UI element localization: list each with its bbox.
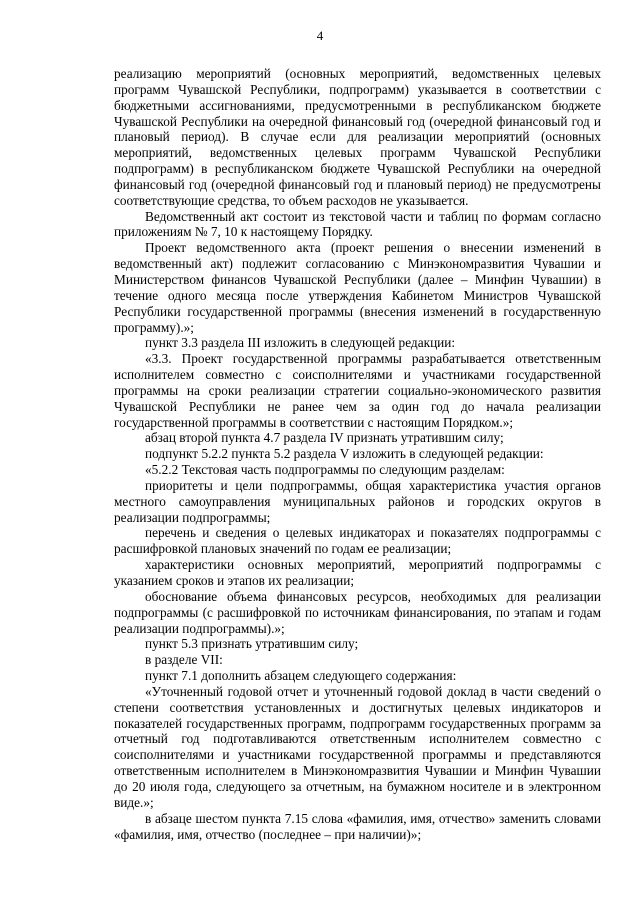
paragraph-clause-5-3: пункт 5.3 признать утратившим силу; [145, 636, 359, 652]
paragraph-indicators: перечень и сведения о целевых индикаторах и показателях подпрограммы с расшифровкой плановых значений по годам ее реализации; [114, 525, 601, 557]
paragraph-section-vii: в разделе VII: [145, 652, 223, 668]
paragraph-characteristics: характеристики основных мероприятий, мероприятий подпрограммы с указанием сроков и этапов их реализации; [114, 557, 601, 588]
paragraph-continuation: реализацию мероприятий (основных мероприятий, ведомственных целевых программ Чувашской Республики, подпрограмм) указывается в соответствии с бюджетными ассигнованиями, предусмотренными в республиканском бюджете Чувашской Республики на очередной финансовый год (очередной финансовый год и плановый период). В случае если для реализации мероприятий (основных мероприятий, ведомственных целевых программ Чувашской Республики подпрограмм) в республиканском бюджете Чувашской Республики на очередной финансовый год (очередной финансовый год и плановый период) не предусмотрены соответствующие средства, то объем расходов не указывается. [114, 66, 601, 208]
paragraph-subclause-5-2-2-text: «5.2.2 Текстовая часть подпрограммы по следующим разделам: [145, 462, 505, 478]
page-number: 4 [316, 28, 324, 43]
paragraph-priorities: приоритеты и цели подпрограммы, общая характеристика участия органов местного самоуправления муниципальных районов и городских округов в реализации подпрограммы; [114, 477, 601, 525]
paragraph-clause-3-3-intro: пункт 3.3 раздела III изложить в следующей редакции: [145, 335, 456, 351]
paragraph-clause-4-7: абзац второй пункта 4.7 раздела IV признать утратившим силу; [145, 430, 504, 446]
paragraph-clause-7-1-text: «Уточненный годовой отчет и уточненный годовой доклад в части сведений о степени соответствия установленных и достигнутых целевых индикаторов и показателей государственных программ, подпрограмм государственных программ за отчетный год подготавливаются ответственным исполнителем совместно с соисполнителями и участниками государственной программы и представляются ответственным исполнителем в Минэкономразвития Чувашии и Минфин Чувашии до 20 июля года, следующего за отчетным, на бумажном носителе и в электронном виде.»; [114, 683, 601, 810]
paragraph-departmental-act-structure: Ведомственный акт состоит из текстовой части и таблиц по формам согласно приложениям № 7, 10 к настоящему Порядку. [114, 208, 601, 240]
document-body [114, 66, 601, 842]
paragraph-act-approval: Проект ведомственного акта (проект решения о внесении изменений в ведомственный акт) подлежит согласованию с Минэкономразвития Чувашии и Министерством финансов Чувашской Республики (далее – Минфин Чувашии) в течение одного месяца после утверждения Кабинетом Министров Чувашской Республики государственной программы (внесения изменений в государственную программу).»; [114, 240, 601, 335]
paragraph-subclause-5-2-2-intro: подпункт 5.2.2 пункта 5.2 раздела V изложить в следующей редакции: [145, 446, 544, 462]
paragraph-clause-3-3-text: «3.3. Проект государственной программы разрабатывается ответственным исполнителем совместно с соисполнителями и участниками государственной программы на сроки реализации стратегии социально-экономического развития Чувашской Республики не ранее чем за один год до начала реализации государственной программы в соответствии с настоящим Порядком.»; [114, 351, 601, 430]
paragraph-financing: обоснование объема финансовых ресурсов, необходимых для реализации подпрограммы (с расшифровкой по источникам финансирования, по этапам и годам реализации подпрограммы).»; [114, 588, 601, 636]
paragraph-clause-7-15: в абзаце шестом пункта 7.15 слова «фамилия, имя, отчество» заменить словами «фамилия, имя, отчество (последнее – при наличии)»; [114, 810, 601, 842]
paragraph-clause-7-1-intro: пункт 7.1 дополнить абзацем следующего содержания: [145, 668, 457, 684]
